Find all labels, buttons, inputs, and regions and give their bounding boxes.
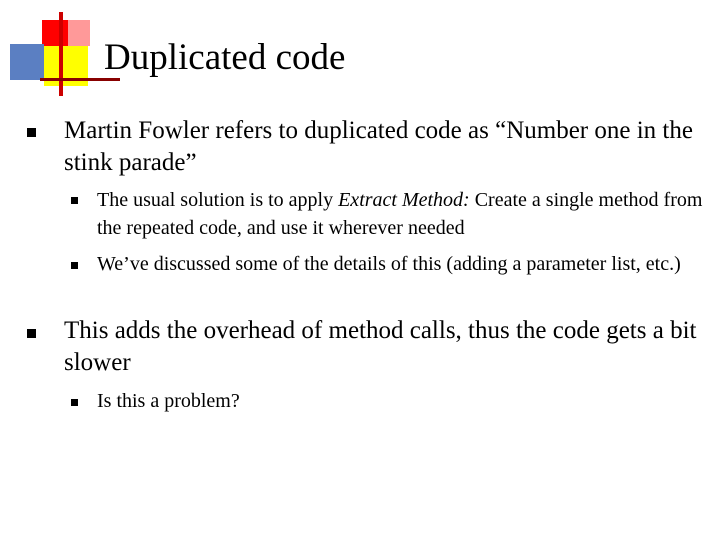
slide-logo-graphic xyxy=(0,0,110,100)
extract-method-term: Extract Method: xyxy=(338,189,470,211)
bullet-text: Martin Fowler refers to duplicated code as “Number one in the stink parade” xyxy=(64,117,693,176)
logo-blue-square xyxy=(10,44,44,80)
slide-title: Duplicated code xyxy=(104,37,346,78)
sub-bullet-text: We’ve discussed some of the details of this (adding a parameter list, etc.) xyxy=(97,253,681,275)
sub-bullet-text-part: The usual solution is to apply xyxy=(97,189,339,211)
sub-bullet-text-part: Create a single method from the repeated code, and use it wherever needed xyxy=(97,189,703,239)
logo-vertical-bar xyxy=(59,12,63,96)
bullet-text: This adds the overhead of method calls, thus the code gets a bit slower xyxy=(64,317,697,376)
sub-bullet-marker xyxy=(71,197,78,204)
sub-bullet-marker xyxy=(71,399,78,406)
bullet-marker xyxy=(27,128,36,137)
sub-bullet-marker xyxy=(71,262,78,269)
sub-bullet-text xyxy=(97,186,707,242)
logo-red-square xyxy=(42,20,68,46)
bullet-marker xyxy=(27,329,36,338)
logo-pink-square xyxy=(68,20,90,46)
sub-bullet-text: Is this a problem? xyxy=(97,390,240,412)
